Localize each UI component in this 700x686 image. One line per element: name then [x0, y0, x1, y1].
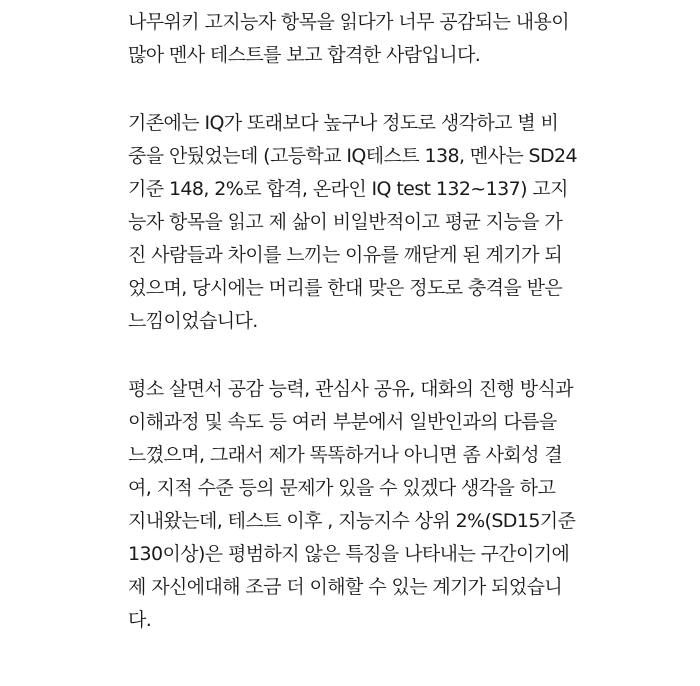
text-line: 느꼈으며, 그래서 제가 똑똑하거나 아니면 좀 사회성 결	[128, 444, 563, 466]
text-line: 기준 148, 2%로 합격, 온라인 IQ test 132~137) 고지	[128, 178, 568, 200]
text-line: 진 사람들과 차이를 느끼는 이유를 깨닫게 된 계기가 되	[128, 244, 563, 266]
text-line: 여, 지적 수준 등의 문제가 있을 수 있겠다 생각을 하고	[128, 477, 556, 499]
text-line: 나무위키 고지능자 항목을 읽다가 너무 공감되는 내용이	[128, 11, 569, 33]
text-line: 지내왔는데, 테스트 이후 , 지능지수 상위 2%(SD15기준	[128, 510, 576, 532]
paragraph-2	[128, 107, 598, 338]
text-line: 중을 안뒀었는데 (고등학교 IQ테스트 138, 멘사는 SD24	[128, 145, 577, 167]
text-line: 었으며, 당시에는 머리를 한대 맞은 정도로 충격을 받은	[128, 277, 563, 299]
paragraph-3	[128, 373, 598, 637]
text-line: 다.	[128, 609, 152, 631]
text-line: 많아 멘사 테스트를 보고 합격한 사람입니다.	[128, 44, 481, 66]
text-line: 평소 살면서 공감 능력, 관심사 공유, 대화의 진행 방식과	[128, 378, 573, 400]
paragraph-1	[128, 6, 598, 72]
text-line: 기존에는 IQ가 또래보다 높구나 정도로 생각하고 별 비	[128, 112, 559, 134]
post-body	[128, 6, 598, 637]
text-line: 제 자신에대해 조금 더 이해할 수 있는 계기가 되었습니	[128, 576, 563, 598]
text-line: 능자 항목을 읽고 제 삶이 비일반적이고 평균 지능을 가	[128, 211, 563, 233]
text-line: 130이상)은 평범하지 않은 특징을 나타내는 구간이기에	[128, 543, 570, 565]
text-line: 느낌이었습니다.	[128, 310, 258, 332]
text-line: 이해과정 및 속도 등 여러 부분에서 일반인과의 다름을	[128, 411, 557, 433]
